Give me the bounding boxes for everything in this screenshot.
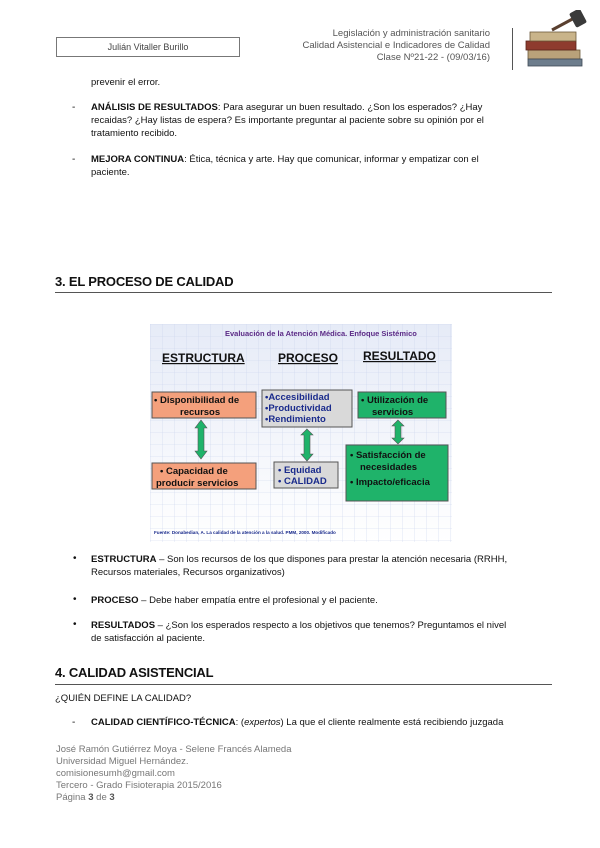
structure-bullet bbox=[91, 553, 553, 579]
equity-label-2: • CALIDAD bbox=[278, 476, 327, 487]
structure-text-2: Recursos materiales, Recursos organizativos) bbox=[91, 567, 285, 578]
document-header-info bbox=[303, 28, 490, 64]
dash-marker: - bbox=[72, 154, 76, 165]
header-course: Legislación y administración sanitario bbox=[332, 28, 490, 39]
process-box bbox=[262, 390, 352, 427]
capacity-box bbox=[152, 463, 256, 489]
technical-quality-pre: : ( bbox=[235, 717, 245, 728]
capacity-label-1: • Capacidad de bbox=[160, 466, 228, 477]
section-3-heading: 3. EL PROCESO DE CALIDAD bbox=[55, 274, 234, 289]
footer-university: Universidad Miguel Hernández. bbox=[56, 756, 189, 767]
process-term: PROCESO bbox=[91, 595, 139, 606]
quality-question: ¿QUIÉN DEFINE LA CALIDAD? bbox=[55, 693, 192, 704]
footer-email: comisionesumh@gmail.com bbox=[56, 768, 175, 779]
bullet-dot: • bbox=[73, 619, 77, 630]
donabedian-diagram bbox=[150, 324, 452, 542]
process-label-1: •Accesibilidad bbox=[265, 392, 330, 403]
structure-text: – Son los recursos de los que dispones para prestar la atención necesaria (RRHH, bbox=[156, 554, 508, 565]
technical-quality-italic: expertos bbox=[244, 717, 281, 728]
results-text: – ¿Son los esperados respecto a los objetivos que tenemos? Preguntamos el nivel bbox=[155, 620, 507, 631]
improvement-term: MEJORA CONTINUA bbox=[91, 154, 185, 165]
dash-marker: - bbox=[72, 717, 76, 728]
improvement-item bbox=[91, 153, 551, 179]
page-footer bbox=[56, 744, 292, 804]
books-gavel-icon bbox=[522, 10, 588, 70]
analysis-text: : Para asegurar un buen resultado. ¿Son los esperados? ¿Hay bbox=[217, 102, 483, 113]
figure-source: Fuente: Donabedian, A. La calidad de la atención a la salud. PMM, 2000. Modificado bbox=[154, 530, 336, 535]
technical-quality-item bbox=[91, 716, 553, 729]
availability-box bbox=[152, 392, 256, 418]
footer-authors: José Ramón Gutiérrez Moya - Selene Francés Alameda bbox=[56, 744, 292, 755]
equity-box bbox=[274, 462, 338, 488]
process-text: – Debe haber empatía entre el profesional y el paciente. bbox=[138, 595, 378, 606]
availability-label-1: • Disponibilidad de bbox=[154, 395, 240, 406]
analysis-term: ANÁLISIS DE RESULTADOS bbox=[91, 102, 218, 113]
capacity-label-2: producir servicios bbox=[156, 478, 239, 489]
utilization-label-1: • Utilización de bbox=[361, 395, 429, 406]
bullet-dot: • bbox=[73, 553, 77, 564]
donabedian-figure bbox=[150, 324, 452, 542]
results-term: RESULTADOS bbox=[91, 620, 156, 631]
analysis-item bbox=[91, 101, 551, 140]
results-text-2: de satisfacción al paciente. bbox=[91, 633, 206, 644]
continuation-text: prevenir el error. bbox=[91, 77, 161, 88]
utilization-label-2: servicios bbox=[372, 407, 414, 418]
technical-quality-text: ) La que el cliente realmente está recibiendo juzgada bbox=[280, 717, 504, 728]
process-label-2: •Productividad bbox=[265, 403, 332, 414]
process-label-3: •Rendimiento bbox=[265, 414, 326, 425]
improvement-text: : Ética, técnica y arte. Hay que comunicar, informar y empatizar con el bbox=[184, 154, 479, 165]
satisfaction-label-2: necesidades bbox=[360, 462, 418, 473]
page-number: Página 3 de 3 bbox=[56, 792, 115, 803]
col-structure: ESTRUCTURA bbox=[162, 351, 245, 365]
header-divider bbox=[512, 28, 513, 70]
col-result: RESULTADO bbox=[363, 349, 436, 363]
footer-course: Tercero - Grado Fisioterapia 2015/2016 bbox=[56, 780, 222, 791]
satisfaction-label-3: • Impacto/eficacia bbox=[350, 477, 430, 488]
satisfaction-box bbox=[346, 445, 448, 501]
header-class: Clase Nº21-22 - (09/03/16) bbox=[376, 52, 490, 63]
availability-label-2: recursos bbox=[180, 407, 221, 418]
dash-marker: - bbox=[72, 102, 76, 113]
section-3-rule bbox=[55, 292, 552, 293]
section-4-heading: 4. CALIDAD ASISTENCIAL bbox=[55, 665, 214, 680]
results-bullet bbox=[91, 619, 553, 645]
figure-title: Evaluación de la Atención Médica. Enfoque Sistémico bbox=[225, 329, 417, 338]
bullet-dot: • bbox=[73, 594, 77, 605]
section-4-rule bbox=[55, 684, 552, 685]
author-name-box: Julián Vitaller Burillo bbox=[56, 37, 240, 57]
analysis-text-2: recaidas? ¿Hay listas de espera? Es importante preguntar al paciente sobre su opinión por el bbox=[91, 115, 484, 126]
improvement-text-2: paciente. bbox=[91, 167, 130, 178]
process-bullet bbox=[91, 594, 553, 607]
structure-term: ESTRUCTURA bbox=[91, 554, 157, 565]
utilization-box bbox=[358, 392, 446, 418]
header-topic: Calidad Asistencial e Indicadores de Calidad bbox=[302, 40, 490, 51]
equity-label-1: • Equidad bbox=[278, 465, 322, 476]
analysis-text-3: tratamiento recibido. bbox=[91, 128, 178, 139]
satisfaction-label-1: • Satisfacción de bbox=[350, 450, 426, 461]
technical-quality-term: CALIDAD CIENTÍFICO-TÉCNICA bbox=[91, 717, 236, 728]
col-process: PROCESO bbox=[278, 351, 339, 365]
